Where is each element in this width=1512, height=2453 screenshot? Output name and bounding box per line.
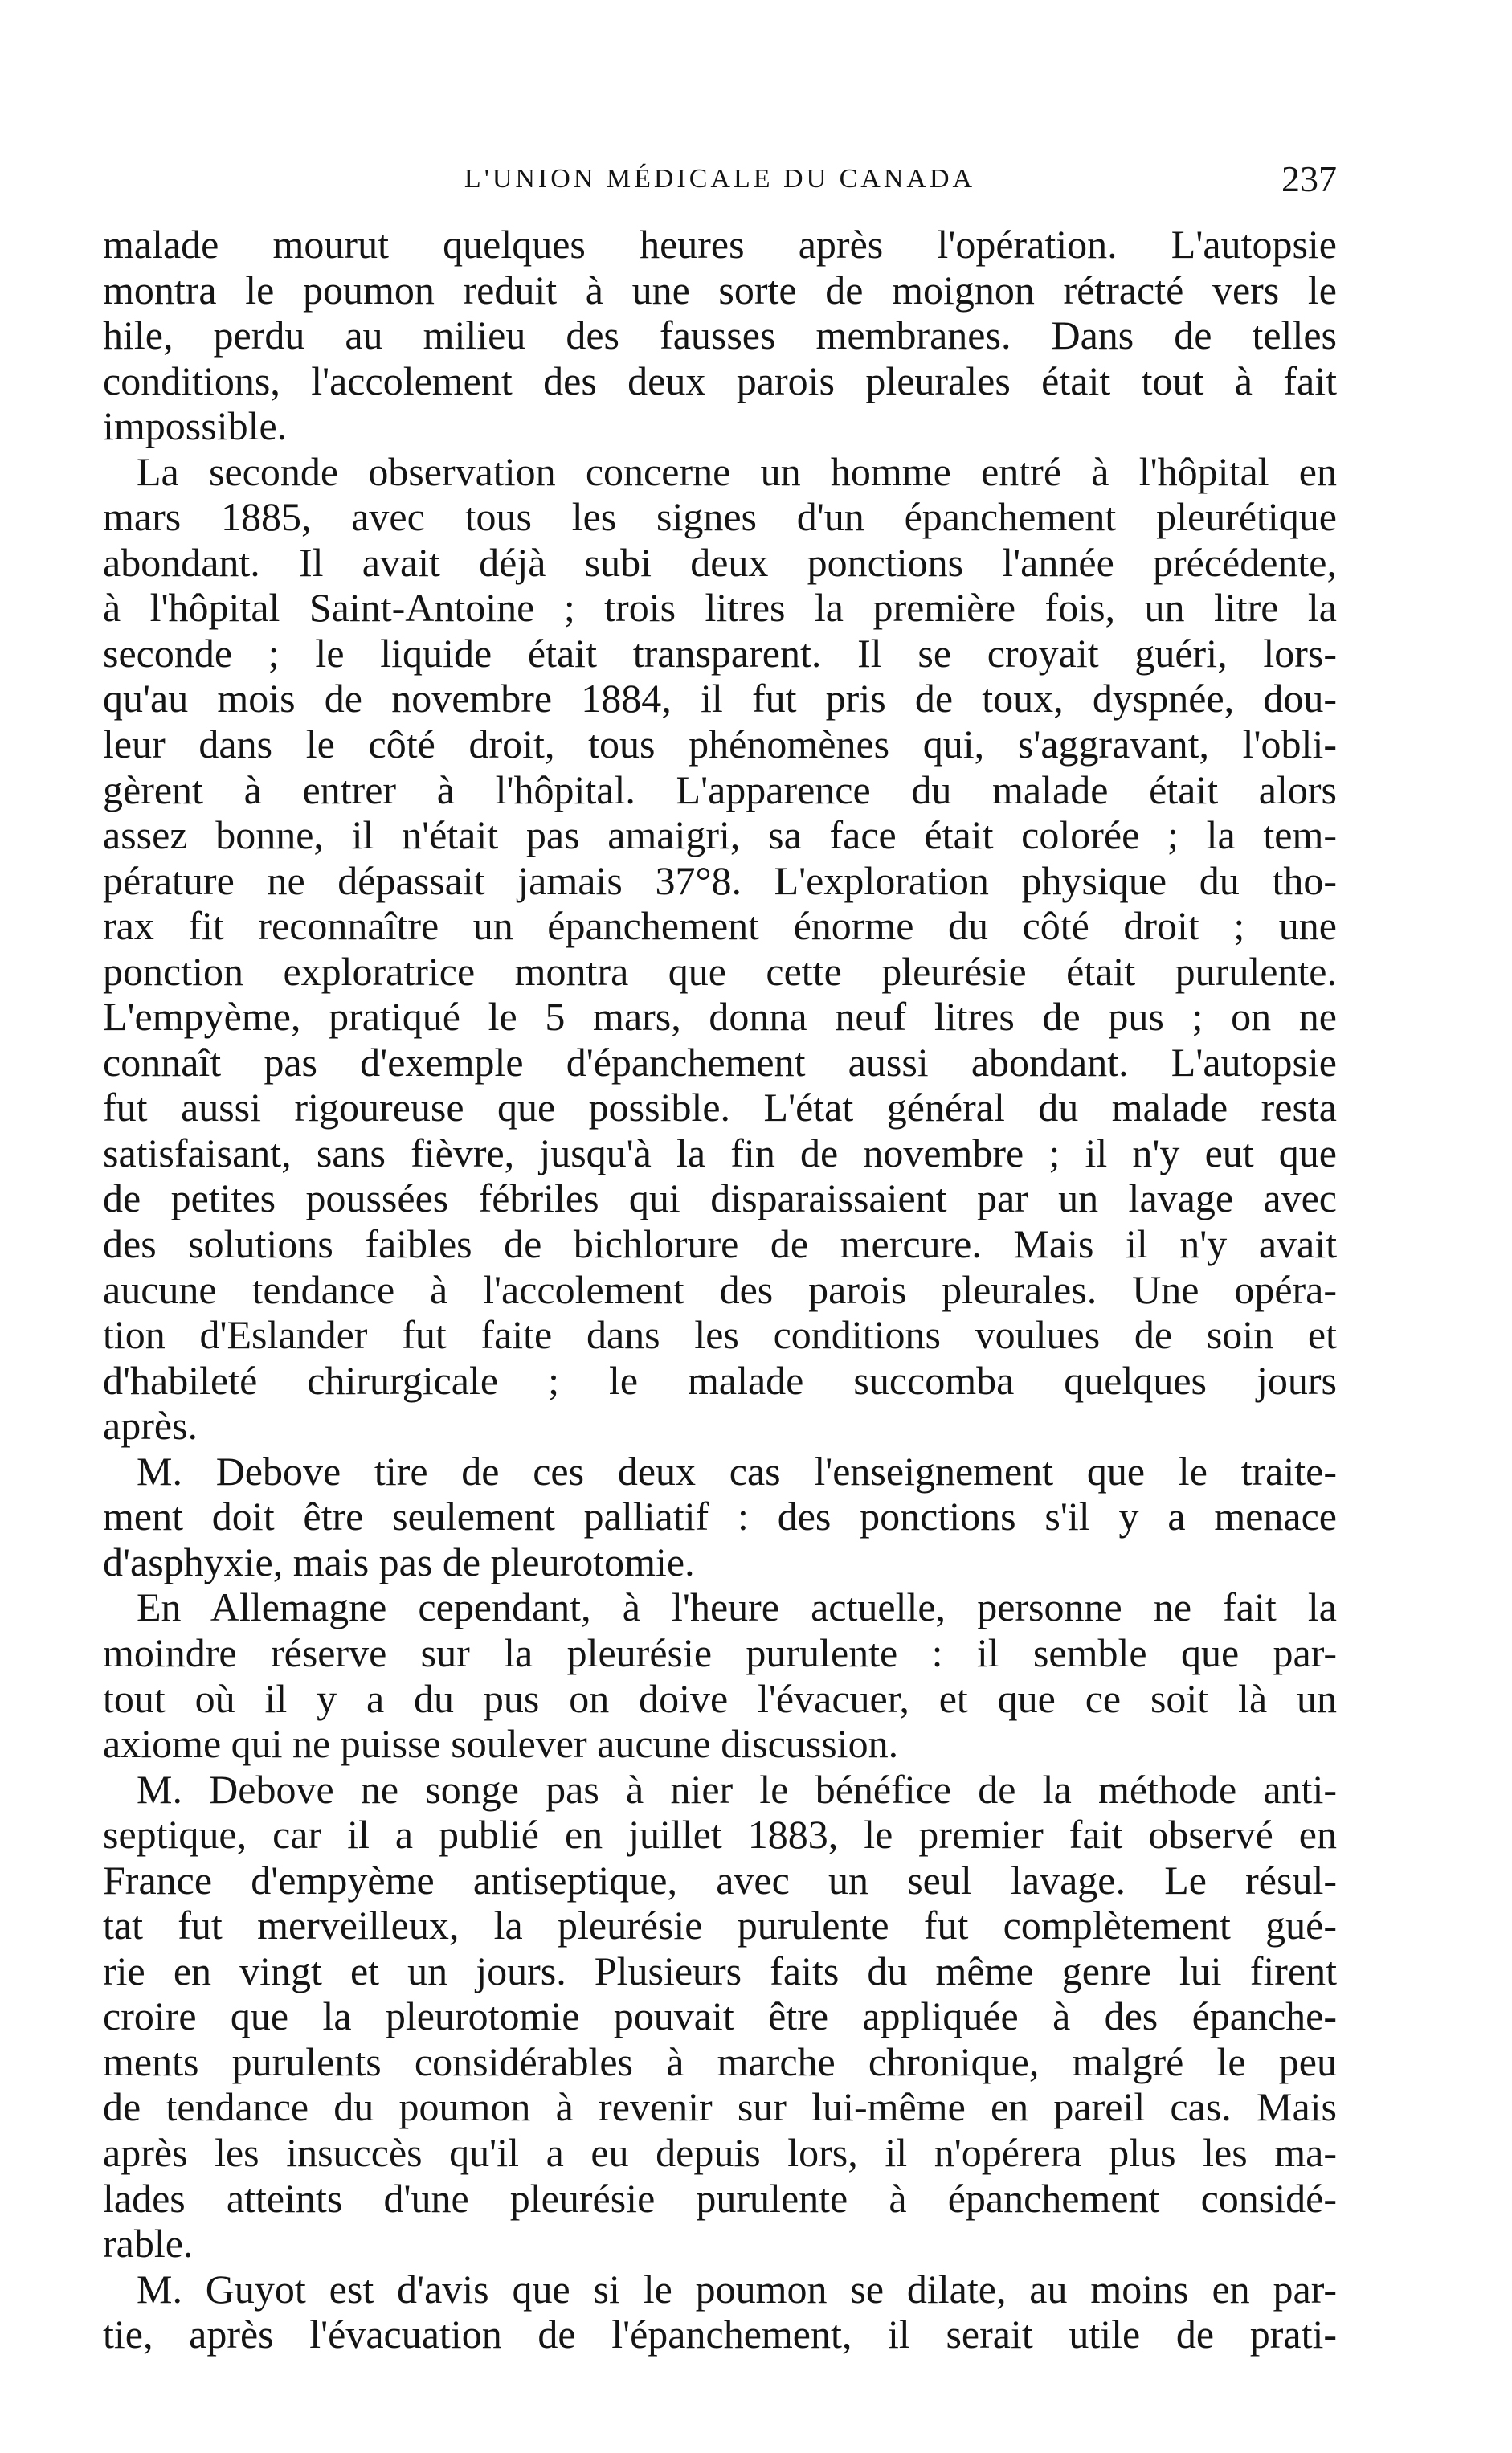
text-line: ments purulents considérables à marche chronique, malgré le peu — [103, 2038, 1337, 2084]
text-line: mars 1885, avec tous les signes d'un épanchement pleurétique — [103, 494, 1337, 540]
text-line: septique, car il a publié en juillet 1883, le premier fait observé en — [103, 1812, 1337, 1858]
text-line: tie, après l'évacuation de l'épanchement, il serait utile de prati- — [103, 2312, 1337, 2357]
text-line: leur dans le côté droit, tous phénomènes qui, s'aggravant, l'obli- — [103, 722, 1337, 767]
text-line: tout où il y a du pus on doive l'évacuer, et que ce soit là un — [103, 1675, 1337, 1721]
text-line: La seconde observation concerne un homme entré à l'hôpital en — [137, 448, 1337, 494]
text-line: ment doit être seulement palliatif : des ponctions s'il y a menace — [103, 1494, 1337, 1539]
text-line: montra le poumon reduit à une sorte de moignon rétracté vers le — [103, 267, 1337, 313]
text-line: après les insuccès qu'il a eu depuis lors, il n'opérera plus les ma- — [103, 2129, 1337, 2175]
text-line: rable. — [103, 2221, 194, 2267]
text-line: qu'au mois de novembre 1884, il fut pris de toux, dyspnée, dou- — [103, 676, 1337, 722]
text-line: des solutions faibles de bichlorure de mercure. Mais il n'y avait — [103, 1221, 1337, 1267]
text-line: M. Debove ne songe pas à nier le bénéfice de la méthode anti- — [137, 1766, 1337, 1812]
text-line: conditions, l'accolement des deux parois pleurales était tout à fait — [103, 358, 1337, 403]
text-line: tat fut merveilleux, la pleurésie purulente fut complètement gué- — [103, 1903, 1337, 1948]
text-line: croire que la pleurotomie pouvait être appliquée à des épanche- — [103, 1993, 1337, 2039]
text-line: malade mourut quelques heures après l'opération. L'autopsie — [103, 222, 1337, 267]
text-line: abondant. Il avait déjà subi deux ponctions l'année précédente, — [103, 539, 1337, 585]
text-line: tion d'Eslander fut faite dans les conditions voulues de soin et — [103, 1312, 1337, 1358]
text-line: assez bonne, il n'était pas amaigri, sa face était colorée ; la tem- — [103, 812, 1337, 858]
body-text — [103, 222, 1337, 2357]
text-line: M. Debove tire de ces deux cas l'enseignement que le traite- — [137, 1448, 1337, 1494]
text-line: gèrent à entrer à l'hôpital. L'apparence du malade était alors — [103, 767, 1337, 812]
text-line: pérature ne dépassait jamais 37°8. L'exploration physique du tho- — [103, 857, 1337, 903]
text-line: aucune tendance à l'accolement des parois pleurales. Une opéra- — [103, 1266, 1337, 1312]
text-line: connaît pas d'exemple d'épanchement aussi abondant. L'autopsie — [103, 1039, 1337, 1085]
text-line: M. Guyot est d'avis que si le poumon se dilate, au moins en par- — [137, 2266, 1337, 2312]
text-line: moindre réserve sur la pleurésie purulente : il semble que par- — [103, 1629, 1337, 1675]
page-number: 237 — [1281, 158, 1337, 199]
text-line: rax fit reconnaître un épanchement énorme du côté droit ; une — [103, 903, 1337, 949]
text-line: impossible. — [103, 403, 288, 449]
text-line: d'asphyxie, mais pas de pleurotomie. — [103, 1539, 695, 1584]
text-line: après. — [103, 1403, 198, 1449]
text-line: fut aussi rigoureuse que possible. L'état général du malade resta — [103, 1085, 1337, 1130]
text-line: axiome qui ne puisse soulever aucune discussion. — [103, 1721, 899, 1767]
text-line: d'habileté chirurgicale ; le malade succomba quelques jours — [103, 1357, 1337, 1403]
text-line: L'empyème, pratiqué le 5 mars, donna neuf litres de pus ; on ne — [103, 994, 1337, 1040]
text-line: satisfaisant, sans fièvre, jusqu'à la fin de novembre ; il n'y eut que — [103, 1130, 1337, 1175]
text-line: seconde ; le liquide était transparent. Il se croyait guéri, lors- — [103, 630, 1337, 676]
text-line: de tendance du poumon à revenir sur lui-même en pareil cas. Mais — [103, 2084, 1337, 2130]
text-line: rie en vingt et un jours. Plusieurs faits du même genre lui firent — [103, 1948, 1337, 1993]
running-head: L'UNION MÉDICALE DU CANADA — [464, 164, 976, 194]
text-line: hile, perdu au milieu des fausses membranes. Dans de telles — [103, 313, 1337, 358]
text-line: à l'hôpital Saint-Antoine ; trois litres la première fois, un litre la — [103, 585, 1337, 631]
page-header — [103, 157, 1337, 206]
text-line: ponction exploratrice montra que cette pleurésie était purulente. — [103, 948, 1337, 994]
text-line: de petites poussées fébriles qui disparaissaient par un lavage avec — [103, 1175, 1337, 1221]
text-line: lades atteints d'une pleurésie purulente à épanchement considé- — [103, 2175, 1337, 2221]
text-line: En Allemagne cependant, à l'heure actuelle, personne ne fait la — [137, 1584, 1337, 1630]
text-line: France d'empyème antiseptique, avec un seul lavage. Le résul- — [103, 1857, 1337, 1903]
